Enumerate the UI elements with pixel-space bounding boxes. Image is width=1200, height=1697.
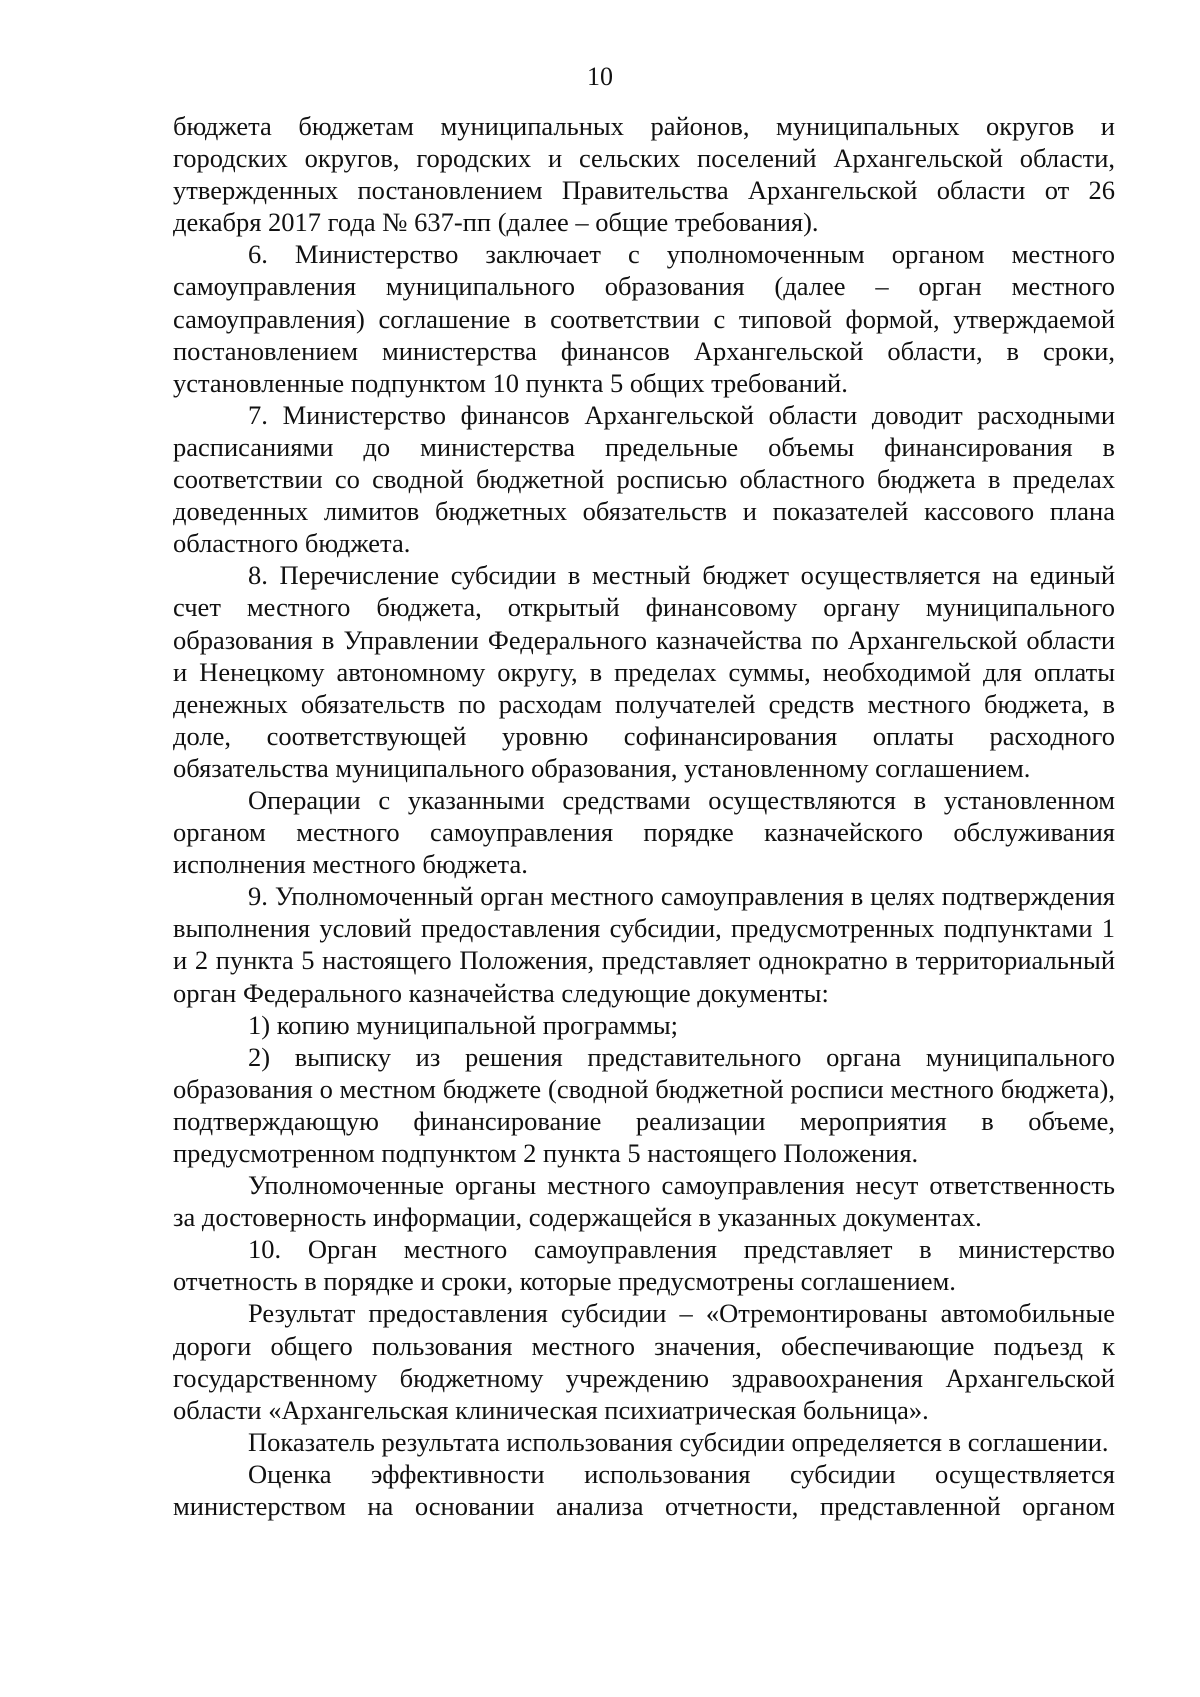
list-item-2: 2) выписку из решения представительного органа муниципального образования о местном бюджете (сводной бюджетной росписи местного бюджета), подтверждающую финансирование реализации мероприятия в объеме, предусмотренном подпунктом 2 пункта 5 настоящего Положения.	[173, 1041, 1115, 1168]
list-item-1: 1) копию муниципальной программы;	[248, 1009, 679, 1040]
paragraph-result: Результат предоставления субсидии – «Отремонтированы автомобильные дороги общего пользования местного значения, обеспечивающие подъезд к государственному бюджетному учреждению здравоохранения Архангельской области «Архангельская клиническая психиатрическая больница».	[173, 1298, 1115, 1425]
paragraph-item-6: 6. Министерство заключает с уполномоченным органом местного самоуправления муниципального образования (далее – орган местного самоуправления) соглашение в соответствии с типовой формой, утверждаемой постановлением министерства финансов Архангельской области, в сроки, установленные подпунктом 10 пункта 5 общих требований.	[173, 239, 1115, 398]
paragraph-item-7: 7. Министерство финансов Архангельской области доводит расходными расписаниями до министерства предельные объемы финансирования в соответствии со сводной бюджетной росписью областного бюджета в пределах доведенных лимитов бюджетных обязательств и показателей кассового плана областного бюджета.	[173, 399, 1115, 559]
paragraph-operations: Операции с указанными средствами осуществляются в установленном органом местного самоуправления порядке казначейского обслуживания исполнения местного бюджета.	[173, 784, 1115, 880]
paragraph-item-9: 9. Уполномоченный орган местного самоуправления в целях подтверждения выполнения условий предоставления субсидии, предусмотренных подпунктами 1 и 2 пункта 5 настоящего Положения, представляет однократно в территориальный орган Федерального казначейства следующие документы:	[173, 881, 1115, 1008]
paragraph-continuation: бюджета бюджетам муниципальных районов, муниципальных округов и городских округов, городских и сельских поселений Архангельской области, утвержденных постановлением Правительства Архангельской области от 26 декабря 2017 года № 637-пп (далее – общие требования).	[173, 111, 1115, 238]
paragraph-item-10: 10. Орган местного самоуправления представляет в министерство отчетность в порядке и сроки, которые предусмотрены соглашением.	[173, 1234, 1115, 1297]
document-body	[173, 110, 1115, 1522]
paragraph-indicator: Показатель результата использования субсидии определяется в соглашении.	[248, 1426, 1109, 1457]
paragraph-evaluation: Оценка эффективности использования субсидии осуществляется министерством на основании анализа отчетности, представленной органом	[173, 1458, 1115, 1522]
paragraph-item-8: 8. Перечисление субсидии в местный бюджет осуществляется на единый счет местного бюджета, открытый финансовому органу муниципального образования в Управлении Федерального казначейства по Архангельской области и Ненецкому автономному округу, в пределах суммы, необходимой для оплаты денежных обязательств по расходам получателей средств местного бюджета, в доле, соответствующей уровню софинансирования оплаты расходного обязательства муниципального образования, установленному соглашением.	[173, 560, 1115, 783]
paragraph-responsibility: Уполномоченные органы местного самоуправления несут ответственность за достоверность информации, содержащейся в указанных документах.	[173, 1170, 1115, 1233]
page-number: 10	[587, 62, 613, 91]
